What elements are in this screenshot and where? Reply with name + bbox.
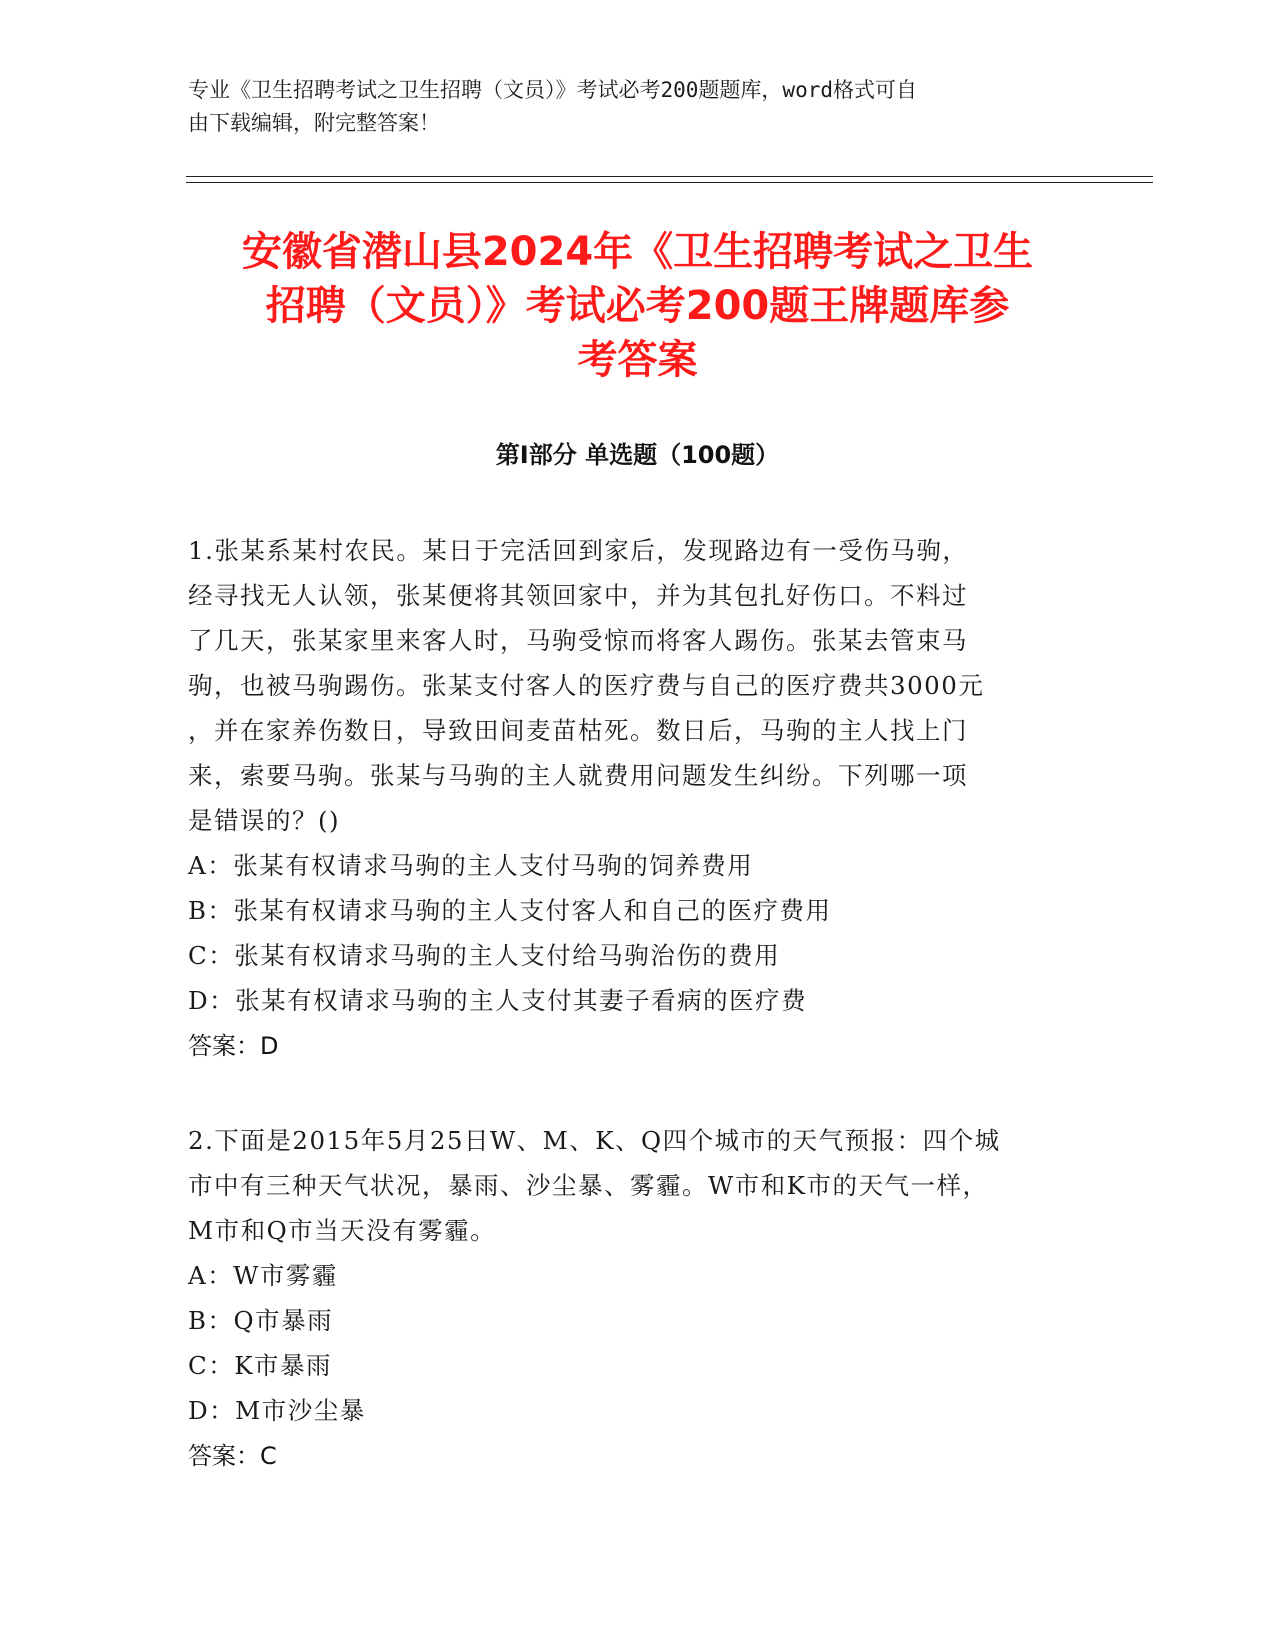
option-b: B：Q市暴雨 <box>188 1306 334 1335</box>
option-a: A：张某有权请求马驹的主人支付马驹的饲养费用 <box>188 851 754 880</box>
header-rule-bottom <box>186 182 1153 183</box>
section-title: 第I部分 单选题（100题） <box>495 441 780 469</box>
stem-line: 市中有三种天气状况，暴雨、沙尘暴、雾霾。W市和K市的天气一样， <box>188 1171 989 1200</box>
intro-line: 由下载编辑，附完整答案！ <box>188 111 440 135</box>
answer-line: 答案：C <box>188 1442 277 1470</box>
stem-line: 驹，也被马驹踢伤。张某支付客人的医疗费与自己的医疗费共3000元 <box>188 671 985 700</box>
title-line: 考答案 <box>577 337 698 383</box>
stem-line: 是错误的？() <box>188 806 341 835</box>
stem-line: M市和Q市当天没有雾霾。 <box>188 1216 497 1245</box>
option-d: D：M市沙尘暴 <box>188 1396 366 1425</box>
stem-line: 2.下面是2015年5月25日W、M、K、Q四个城市的天气预报：四个城 <box>188 1126 1001 1155</box>
question-stem <box>188 1118 1068 1253</box>
document-title <box>170 225 1105 387</box>
header-rule-top <box>186 176 1153 177</box>
option-c: C：K市暴雨 <box>188 1351 333 1380</box>
option-c: C：张某有权请求马驹的主人支付给马驹治伤的费用 <box>188 941 781 970</box>
stem-line: 来，索要马驹。张某与马驹的主人就费用问题发生纠纷。下列哪一项 <box>188 761 968 790</box>
option-d: D：张某有权请求马驹的主人支付其妻子看病的医疗费 <box>188 986 808 1015</box>
stem-line: 了几天，张某家里来客人时，马驹受惊而将客人踢伤。张某去管束马 <box>188 626 968 655</box>
question-1 <box>188 528 1068 1069</box>
answer-line: 答案：D <box>188 1032 279 1060</box>
stem-line: 1.张某系某村农民。某日于完活回到家后，发现路边有一受伤马驹， <box>188 536 969 565</box>
stem-line: ，并在家养伤数日，导致田间麦苗枯死。数日后，马驹的主人找上门 <box>188 716 968 745</box>
option-b: B：张某有权请求马驹的主人支付客人和自己的医疗费用 <box>188 896 832 925</box>
question-2 <box>188 1118 1068 1479</box>
option-a: A：W市雾霾 <box>188 1261 338 1290</box>
title-line: 安徽省潜山县2024年《卫生招聘考试之卫生 <box>241 229 1034 275</box>
question-stem <box>188 528 1068 843</box>
intro-text <box>188 74 1068 140</box>
title-line: 招聘（文员）》考试必考200题王牌题库参 <box>265 283 1010 329</box>
stem-line: 经寻找无人认领，张某便将其领回家中，并为其包扎好伤口。不料过 <box>188 581 968 610</box>
intro-line: 专业《卫生招聘考试之卫生招聘（文员）》考试必考200题题库，word格式可自 <box>188 78 917 102</box>
